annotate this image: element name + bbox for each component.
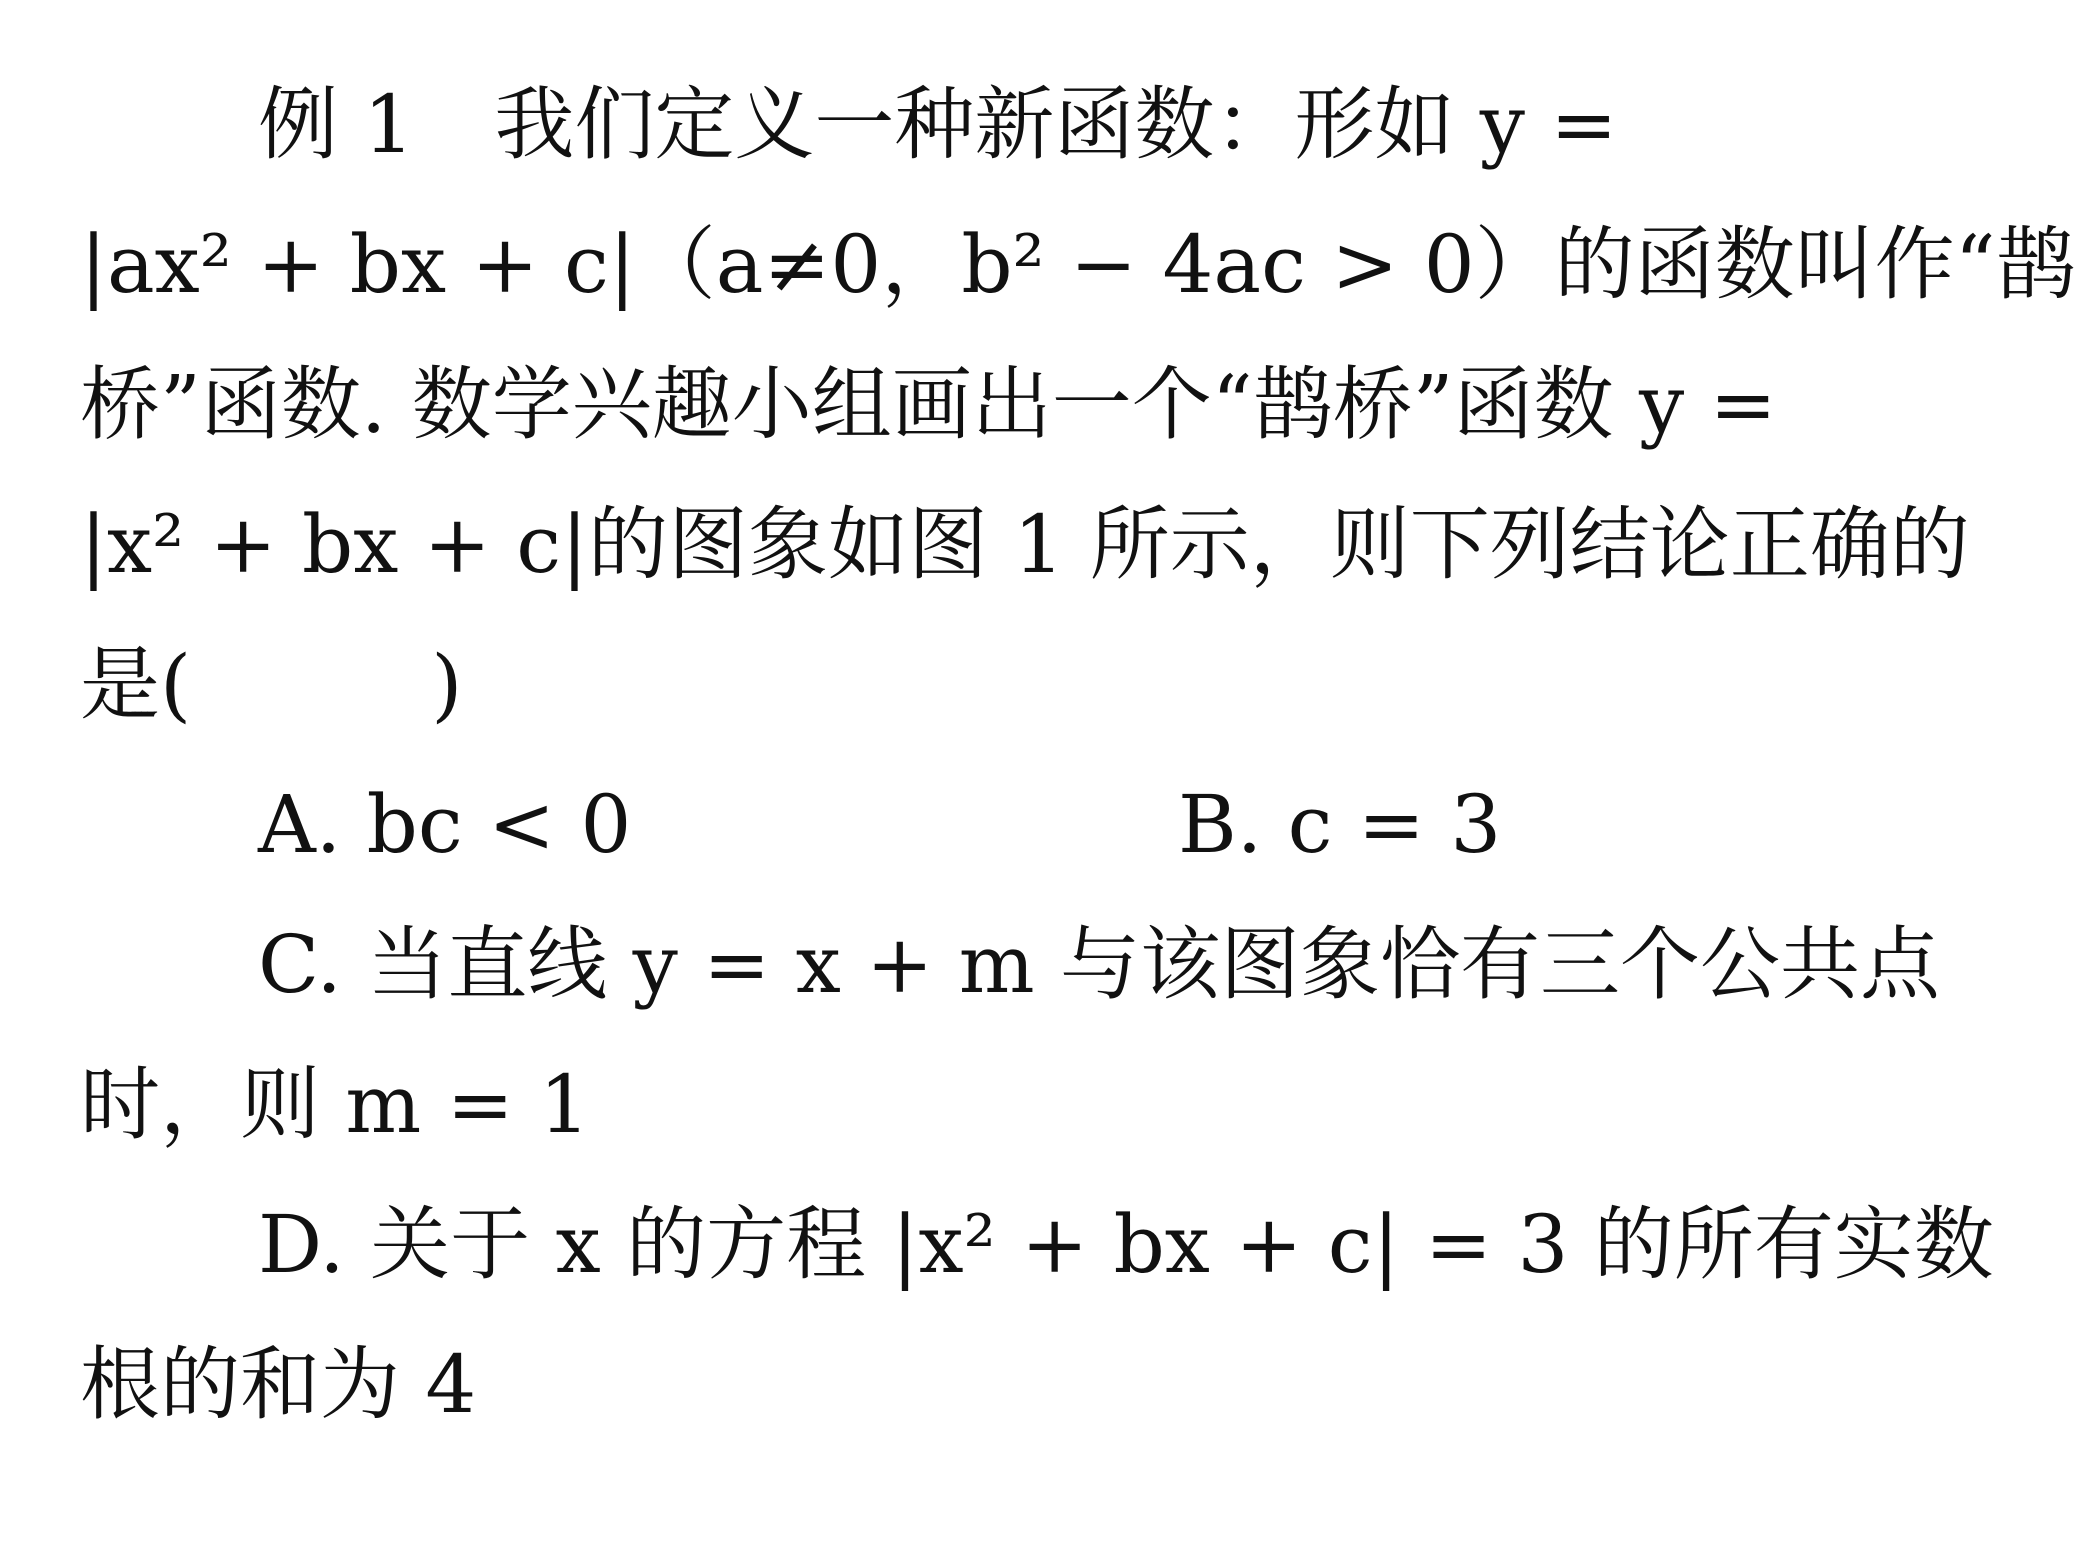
options-row-ab: [258, 770, 2010, 880]
option-a: A. bc < 0: [258, 778, 632, 871]
problem-line-3: 桥”函数. 数学兴趣小组画出一个“鹊桥”函数 y =: [80, 358, 1777, 451]
option-c-line-2: 时，则 m = 1: [80, 1058, 591, 1151]
problem-line-4: |x² + bx + c|的图象如图 1 所示，则下列结论正确的: [80, 498, 1970, 591]
option-d-line-2: 根的和为 4: [80, 1338, 477, 1431]
problem-line-2: |ax² + bx + c|（a≠0，b² − 4ac > 0）的函数叫作“鹊: [80, 218, 2076, 311]
problem-line-1: 例 1 我们定义一种新函数：形如 y =: [258, 78, 1618, 171]
option-c-line-1: C. 当直线 y = x + m 与该图象恰有三个公共点: [258, 918, 1941, 1011]
option-b: B. c = 3: [1178, 778, 1502, 871]
option-d-line-1: D. 关于 x 的方程 |x² + bx + c| = 3 的所有实数: [258, 1198, 1994, 1291]
problem-line-5: 是( ): [80, 638, 463, 731]
